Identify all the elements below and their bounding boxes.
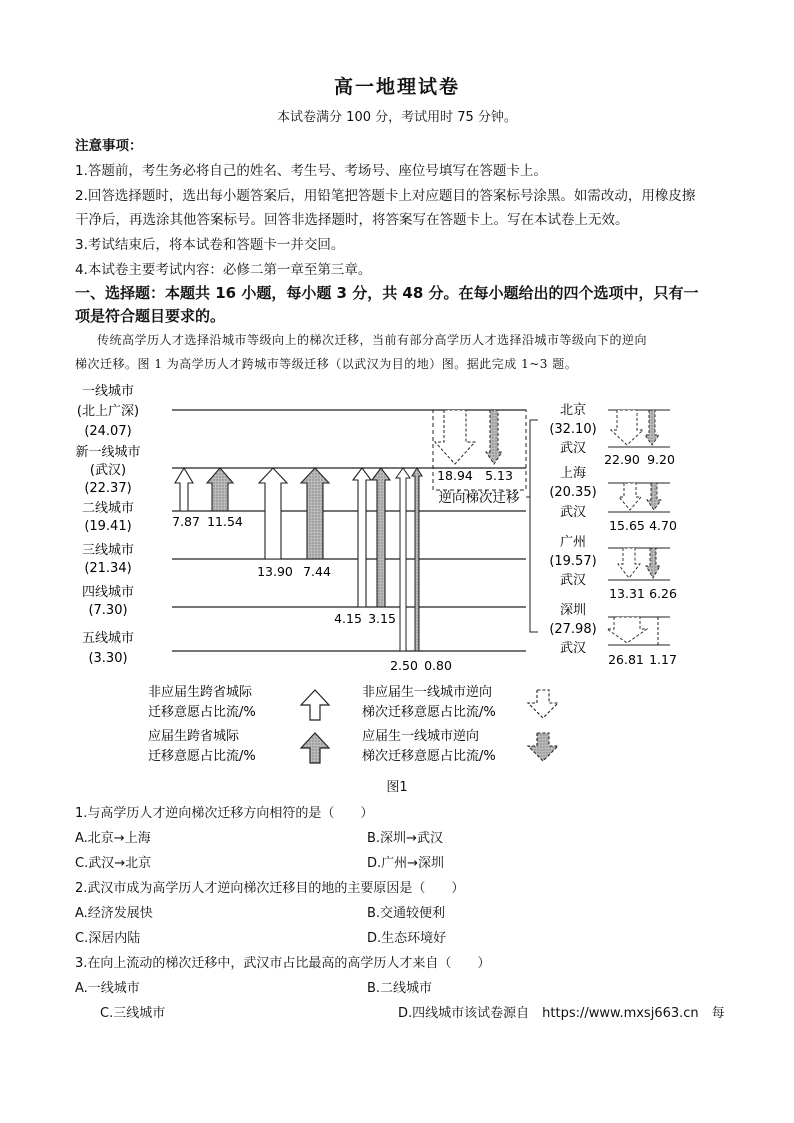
notice-heading: 注意事项： (75, 138, 143, 154)
city-value: (27.98) (549, 622, 597, 637)
notice-item: 3.考试结束后，将本试卷和答题卡一并交回。 (75, 237, 345, 253)
question-stem: 3.在向上流动的梯次迁移中，武汉市占比最高的高学历人才来自（ ） (75, 956, 491, 971)
flow-value: 15.65 (609, 518, 645, 533)
section-heading-cont: 项是符合题目要求的。 (75, 307, 226, 325)
question-stem: 2.武汉市成为高学历人才逆向梯次迁移目的地的主要原因是（ ） (75, 881, 465, 896)
legend-dashed-down-arrow-icon (528, 690, 558, 718)
city-dest: 武汉 (559, 641, 587, 656)
flow-value: 4.70 (649, 518, 677, 533)
notice-item: 1.答题前，考生务必将自己的姓名、考生号、考场号、座位号填写在答题卡上。 (75, 163, 547, 179)
exam-info: 本试卷满分 100 分，考试用时 75 分钟。 (277, 110, 517, 125)
flow-value: 2.50 (390, 658, 418, 673)
city-dest: 武汉 (559, 441, 587, 456)
question-option: C.深居内陆 (75, 931, 141, 946)
page-title: 高一地理试卷 (333, 76, 460, 98)
notice-item: 4.本试卷主要考试内容：必修二第一章至第三章。 (75, 262, 372, 278)
city-name: 北京 (559, 403, 587, 418)
legend-label: 迁移意愿占比流/% (148, 749, 256, 764)
level-value: (21.34) (84, 561, 132, 576)
migration-figure (60, 380, 740, 770)
intro-text-cont: 梯次迁移。图 1 为高学历人才跨城市等级迁移（以武汉为目的地）图。据此完成 1~3 题。 (75, 357, 578, 371)
question-option: B.交通较便利 (367, 906, 446, 921)
legend-label: 非应届生一线城市逆向 (362, 685, 493, 700)
level-value: (7.30) (88, 603, 128, 618)
city-name: 深圳 (559, 603, 587, 618)
section-heading: 一、选择题：本题共 16 小题，每小题 3 分，共 48 分。在每小题给出的四个选项中，只有一 (75, 284, 699, 302)
legend-label: 非应届生跨省城际 (148, 685, 253, 700)
level-name: 四线城市 (81, 585, 135, 600)
flow-value: 0.80 (424, 658, 452, 673)
legend-hatched-up-arrow-icon (301, 733, 329, 763)
level-name: 二线城市 (81, 501, 135, 516)
level-name: 三线城市 (81, 543, 135, 558)
flow-value: 13.31 (609, 586, 645, 601)
flow-value: 6.26 (649, 586, 677, 601)
intro-text: 传统高学历人才选择沿城市等级向上的梯次迁移，当前有部分高学历人才选择沿城市等级向下的逆向 (97, 333, 648, 347)
city-name: 广州 (559, 535, 587, 550)
level-name: 新一线城市 (75, 445, 141, 460)
legend-label: 应届生跨省城际 (148, 729, 240, 744)
level-value: (24.07) (84, 424, 132, 439)
question-option: C.武汉→北京 (75, 856, 152, 871)
question-option: D.生态环境好 (367, 931, 447, 946)
question-option: A.经济发展快 (75, 906, 153, 921)
flow-value: 11.54 (207, 514, 243, 529)
level-value: (3.30) (88, 651, 128, 666)
reverse-migration-label: 逆向梯次迁移 (438, 490, 520, 506)
city-dest: 武汉 (559, 573, 587, 588)
flow-value: 9.20 (647, 452, 675, 467)
figure-caption: 图1 (386, 780, 408, 795)
legend-hatched-down-arrow-icon (528, 733, 558, 761)
flow-value: 26.81 (608, 652, 644, 667)
level-value: (19.41) (84, 519, 132, 534)
city-dest: 武汉 (559, 505, 587, 520)
level-value: (22.37) (84, 481, 132, 496)
flow-value: 7.44 (303, 564, 331, 579)
question-option-with-source: D.四线城市该试卷源自 https://www.mxsj663.cn 每 (398, 1006, 725, 1021)
question-option: B.深圳→武汉 (367, 831, 443, 846)
legend-label: 梯次迁移意愿占比流/% (362, 705, 496, 720)
legend-white-up-arrow-icon (301, 690, 329, 720)
flow-value: 3.15 (368, 611, 396, 626)
question-option: A.一线城市 (75, 981, 140, 996)
question-stem: 1.与高学历人才逆向梯次迁移方向相符的是（ ） (75, 806, 374, 821)
notice-item: 2.回答选择题时，选出每小题答案后，用铅笔把答题卡上对应题目的答案标号涂黑。如需改动，用橡皮擦 (75, 188, 696, 204)
city-value: (19.57) (549, 554, 597, 569)
flow-value: 22.90 (604, 452, 640, 467)
legend-label: 梯次迁移意愿占比流/% (362, 749, 496, 764)
legend-label: 迁移意愿占比流/% (148, 705, 256, 720)
flow-value: 13.90 (257, 564, 293, 579)
question-option: D.广州→深圳 (367, 856, 445, 871)
level-name: 一线城市 (81, 384, 135, 399)
question-option: C.三线城市 (100, 1006, 166, 1021)
flow-value: 7.87 (172, 514, 200, 529)
notice-item: 干净后，再选涂其他答案标号。回答非选择题时，将答案写在答题卡上。写在本试卷上无效。 (75, 212, 629, 228)
level-name: 五线城市 (81, 631, 135, 646)
flow-value: 5.13 (485, 468, 513, 483)
question-option: B.二线城市 (367, 981, 433, 996)
city-value: (32.10) (549, 422, 597, 437)
flow-value: 4.15 (334, 611, 362, 626)
level-sub: (北上广深) (76, 404, 140, 419)
city-name: 上海 (559, 466, 587, 481)
flow-value: 18.94 (437, 468, 473, 483)
legend-label: 应届生一线城市逆向 (362, 729, 480, 744)
city-value: (20.35) (549, 485, 597, 500)
flow-value: 1.17 (649, 652, 677, 667)
question-option: A.北京→上海 (75, 831, 151, 846)
level-sub: (武汉) (89, 463, 127, 478)
